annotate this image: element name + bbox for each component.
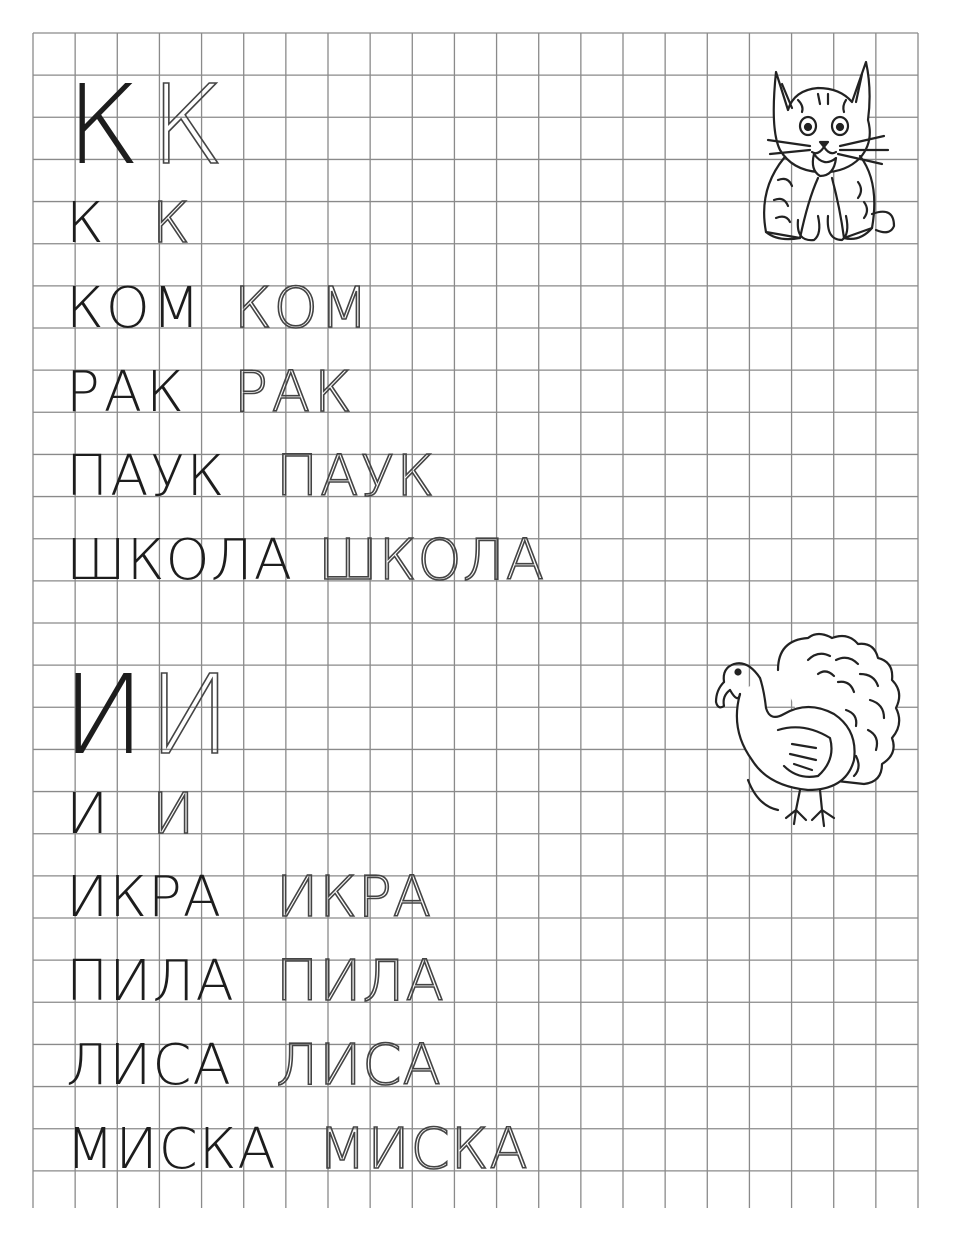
word-ikra-trace: ИКРА bbox=[276, 865, 433, 930]
word-pauk: ПАУК bbox=[66, 444, 227, 509]
turkey-picture bbox=[708, 630, 904, 832]
big-letter-k-trace: К bbox=[150, 61, 225, 189]
small-letter-k: К bbox=[66, 191, 104, 256]
small-letter-i: И bbox=[66, 782, 109, 847]
word-shkola: ШКОЛА bbox=[66, 528, 294, 593]
word-pauk-trace: ПАУК bbox=[276, 444, 437, 509]
kitten-picture bbox=[748, 50, 898, 246]
word-kom: КОМ bbox=[66, 276, 203, 341]
word-miska-trace: МИСКА bbox=[318, 1117, 529, 1182]
big-letter-i-trace: И bbox=[148, 651, 232, 779]
small-letter-i-trace: И bbox=[152, 782, 195, 847]
big-letter-i: И bbox=[62, 651, 146, 779]
word-kom-trace: КОМ bbox=[234, 276, 371, 341]
big-letter-k: К bbox=[66, 61, 141, 189]
word-lisa-trace: ЛИСА bbox=[276, 1033, 442, 1098]
word-ikra: ИКРА bbox=[66, 865, 223, 930]
word-lisa: ЛИСА bbox=[66, 1033, 232, 1098]
word-pila: ПИЛА bbox=[66, 949, 235, 1014]
word-miska: МИСКА bbox=[66, 1117, 277, 1182]
word-pila-trace: ПИЛА bbox=[276, 949, 445, 1014]
small-letter-k-trace: К bbox=[152, 191, 190, 256]
word-rak-trace: РАК bbox=[234, 360, 356, 425]
word-shkola-trace: ШКОЛА bbox=[318, 528, 546, 593]
word-rak: РАК bbox=[66, 360, 188, 425]
